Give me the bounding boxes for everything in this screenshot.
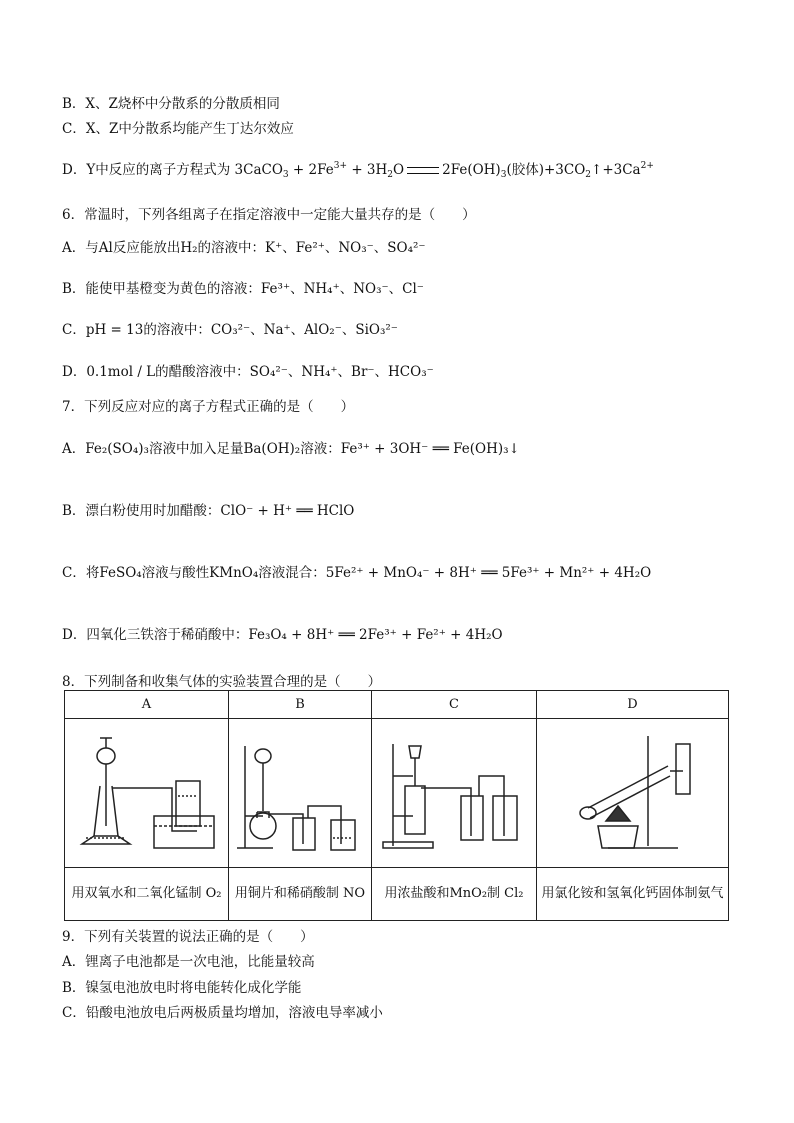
- apparatus-b-diagram: [233, 726, 368, 861]
- q7-option-d: D．四氧化三铁溶于稀硝酸中：Fe₃O₄ + 8H⁺ ══ 2Fe³⁺ + Fe²⁺ + 4H₂O: [62, 627, 503, 643]
- q5-d-rest: (胶体)+3CO: [506, 162, 586, 178]
- header-d: D: [537, 691, 729, 719]
- q9-option-a: A．锂离子电池都是一次电池，比能量较高: [62, 954, 315, 970]
- header-c: C: [372, 691, 537, 719]
- q5-d-prefix: D．Y中反应的离子方程式为: [62, 162, 231, 178]
- q5-option-c: C．X、Z中分散系均能产生丁达尔效应: [62, 121, 294, 137]
- q8-stem: 8．下列制备和收集气体的实验装置合理的是（ ）: [62, 674, 382, 690]
- q9-option-b: B．镍氢电池放电时将电能转化成化学能: [62, 980, 302, 996]
- q6-stem: 6．常温时，下列各组离子在指定溶液中一定能大量共存的是（ ）: [62, 207, 476, 223]
- q7-option-c: C．将FeSO₄溶液与酸性KMnO₄溶液混合：5Fe²⁺ + MnO₄⁻ + 8H⁺ ══ 5Fe³⁺ + Mn²⁺ + 4H₂O: [62, 565, 652, 581]
- q8-apparatus-table: [64, 690, 729, 921]
- header-b: B: [229, 691, 372, 719]
- apparatus-a-diagram: [72, 726, 222, 861]
- header-a: A: [65, 691, 229, 719]
- apparatus-c-cell: [372, 719, 537, 868]
- q6-option-c: C．pH = 13的溶液中：CO₃²⁻、Na⁺、AlO₂⁻、SiO₃²⁻: [62, 322, 398, 338]
- apparatus-c-diagram: [379, 726, 529, 861]
- apparatus-d-diagram: [548, 726, 718, 861]
- q7-stem: 7．下列反应对应的离子方程式正确的是（ ）: [62, 399, 355, 415]
- q9-option-c: C．铅酸电池放电后两极质量均增加，溶液电导率减小: [62, 1005, 383, 1021]
- q7-option-a: A．Fe₂(SO₄)₃溶液中加入足量Ba(OH)₂溶液：Fe³⁺ + 3OH⁻ ══ Fe(OH)₃↓: [62, 441, 520, 457]
- q6-option-d: D．0.1mol / L的醋酸溶液中：SO₄²⁻、NH₄⁺、Br⁻、HCO₃⁻: [62, 364, 434, 380]
- caption-d: 用氯化铵和氢氧化钙固体制氨气: [537, 868, 729, 921]
- q5-option-d: D．Y中反应的离子方程式为 3CaCO$_3$ + $2Fe^{3+} + 3H_2O$ $2Fe(OH)_3$(胶体)$+3CO_2↑+3Ca^{2+}$: [62, 161, 654, 180]
- q6-option-b: B．能使甲基橙变为黄色的溶液：Fe³⁺、NH₄⁺、NO₃⁻、Cl⁻: [62, 281, 424, 297]
- apparatus-a-cell: [65, 719, 229, 868]
- caption-c: 用浓盐酸和MnO₂制 Cl₂: [372, 868, 537, 921]
- q6-option-a: A．与Al反应能放出H₂的溶液中：K⁺、Fe²⁺、NO₃⁻、SO₄²⁻: [62, 240, 426, 256]
- q9-stem: 9．下列有关装置的说法正确的是（ ）: [62, 929, 314, 945]
- caption-b: 用铜片和稀硝酸制 NO: [229, 868, 372, 921]
- apparatus-d-cell: [537, 719, 729, 868]
- q5-option-b: B．X、Z烧杯中分散系的分散质相同: [62, 96, 280, 112]
- caption-a: 用双氧水和二氧化锰制 O₂: [65, 868, 229, 921]
- apparatus-b-cell: [229, 719, 372, 868]
- q7-option-b: B．漂白粉使用时加醋酸：ClO⁻ + H⁺ ══ HClO: [62, 503, 355, 519]
